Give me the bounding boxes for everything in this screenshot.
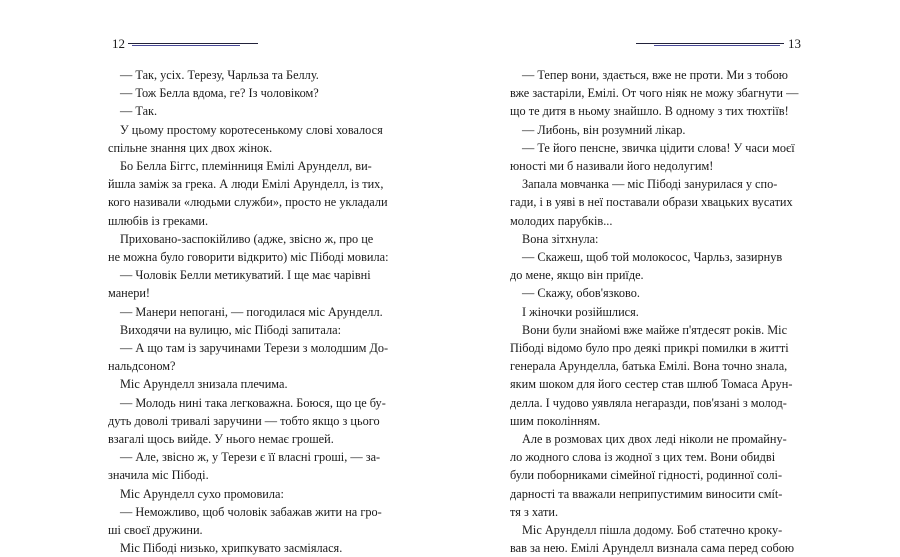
- text-line: — Либонь, він розумний лікар.: [522, 122, 686, 137]
- text-line: вже застаріли, Емілі. От чого ніяк не можу збагнути —: [510, 86, 799, 101]
- text-line: Міс Арунделл знизала плечима.: [120, 377, 288, 392]
- text-line: делла. І чудово уявляла негаразди, пов'язані з молод-: [510, 395, 787, 410]
- text-line: Вона зітхнула:: [522, 231, 599, 246]
- right-page-text: [510, 66, 799, 557]
- page-number-right: 13: [788, 36, 801, 51]
- text-line: — Чоловік Белли метикуватий. І ще має чарівні: [120, 268, 371, 283]
- text-line: шлюбів із греками.: [108, 213, 209, 228]
- text-line: генерала Арунделла, батька Емілі. Вона точно знала,: [510, 359, 788, 374]
- text-line: У цьому простому коротесенькому слові ховалося: [120, 122, 383, 137]
- text-line: що те дитя в ньому знайшло. В одному з тих тюхтіїв!: [510, 104, 789, 119]
- text-line: були поборниками сімейної гідності, родинної солі-: [510, 468, 783, 483]
- text-line: — Так, усіх. Терезу, Чарльза та Беллу.: [120, 68, 319, 82]
- text-line: Міс Арунделл пішла додому. Боб статечно кроку-: [522, 523, 783, 538]
- text-line: — Тож Белла вдома, ге? Із чоловіком?: [120, 86, 319, 101]
- text-line: юності ми б називали його недолугим!: [510, 159, 714, 174]
- text-line: шим поколінням.: [510, 413, 601, 428]
- header-rule-right: [636, 43, 784, 47]
- text-line: — Молодь нині така легковажна. Боюся, що це бу-: [120, 395, 386, 410]
- text-line: Запала мовчанка — міс Пібоді занурилася у спо-: [522, 177, 778, 192]
- right-page: [450, 0, 900, 556]
- text-line: манери!: [108, 286, 151, 301]
- page-number-left: 12: [112, 36, 125, 51]
- text-line: — Так.: [120, 104, 158, 119]
- text-line: кого називали «людьми служби», просто не укладали: [108, 195, 388, 210]
- text-line: не можна було говорити відкрито) міс Пібоді мовила:: [108, 250, 389, 265]
- text-line: — Неможливо, щоб чоловік забажав жити на гро-: [120, 504, 382, 519]
- text-line: йшла заміж за грека. А люди Емілі Арунделл, із тих,: [108, 177, 384, 192]
- text-line: — Те його пенсне, звичка цідити слова! У часи моєї: [522, 140, 795, 155]
- text-line: ші своєї дружини.: [108, 523, 203, 538]
- left-page: [0, 0, 450, 556]
- text-line: взагалі щось вийде. У нього немає грошей.: [108, 432, 334, 447]
- text-line: гади, і в уяві в неї поставали образи хвацьких вусатих: [510, 195, 793, 210]
- text-line: — Але, звісно ж, у Терези є її власні гроші, — за-: [120, 450, 381, 465]
- text-line: до мене, якщо він приїде.: [510, 268, 644, 283]
- text-line: тя з хати.: [510, 504, 559, 519]
- text-line: молодих парубків...: [510, 213, 613, 228]
- text-line: Вони були знайомі вже майже п'ятдесят років. Міс: [522, 322, 788, 337]
- text-line: — Скажеш, щоб той молокосос, Чарльз, зазирнув: [522, 250, 783, 265]
- text-line: Пібоді відомо було про деякі прикрі помилки в житті: [510, 341, 789, 356]
- text-line: Приховано-заспокійливо (адже, звісно ж, про це: [120, 231, 374, 246]
- text-line: І жіночки розійшлися.: [522, 304, 639, 319]
- text-line: — Скажу, обов'язково.: [522, 286, 640, 301]
- text-line: Виходячи на вулицю, міс Пібоді запитала:: [120, 322, 341, 337]
- text-line: — А що там із заручинами Терези з молодшим До-: [120, 341, 389, 356]
- text-line: — Манери непогані, — погодилася міс Арунделл.: [120, 304, 383, 319]
- text-line: спільне знання цих двох жінок.: [108, 140, 273, 155]
- text-line: Але в розмовах цих двох леді ніколи не промайну-: [522, 432, 787, 447]
- header-rule-left: [128, 43, 258, 47]
- text-line: вав за нею. Емілі Арунделл визнала сама перед собою: [510, 541, 795, 556]
- text-line: — Тепер вони, здається, вже не проти. Ми з тобою: [522, 68, 788, 82]
- text-line: Міс Пібоді низько, хрипкувато засміялася.: [120, 541, 343, 556]
- text-line: яким шоком для його сестер став шлюб Томаса Арун-: [510, 377, 793, 392]
- text-line: нальдсоном?: [108, 359, 176, 374]
- text-line: дарності та вважали неприпустимим виносити смít-: [510, 486, 783, 501]
- text-line: значила міс Пібоді.: [108, 468, 209, 483]
- text-line: Бо Белла Біггс, племінниця Емілі Арунделл, ви-: [120, 159, 372, 174]
- text-line: дуть доволі тривалі заручини — тобто якщо з цього: [108, 413, 380, 428]
- left-page-text: [108, 66, 389, 557]
- text-line: ло жодного слова із жодної з цих тем. Вони обидві: [510, 450, 776, 465]
- text-line: Міс Арунделл сухо промовила:: [120, 486, 284, 501]
